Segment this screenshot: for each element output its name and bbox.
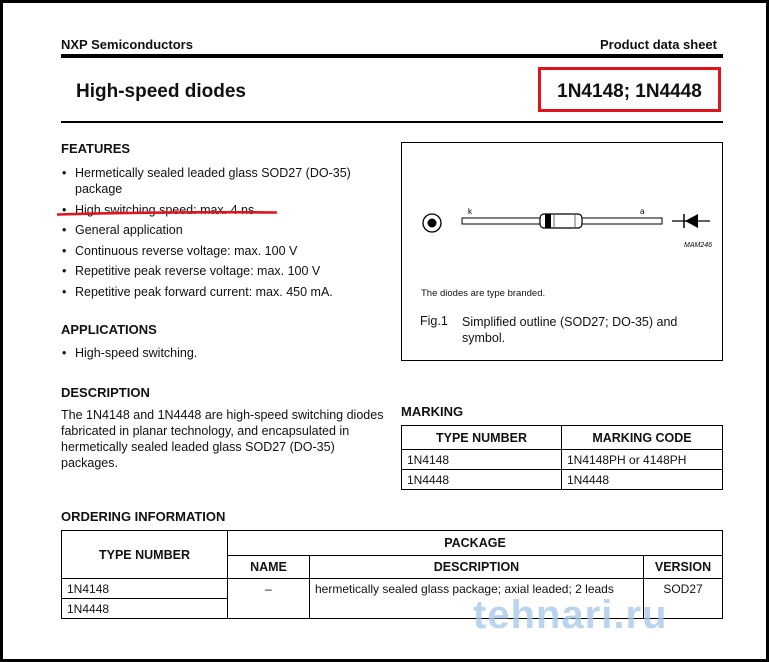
figure-branded-note: The diodes are type branded. [421,288,546,299]
figure-caption-text: Simplified outline (SOD27; DO-35) and symbol. [462,315,678,345]
figure-outline [401,142,723,361]
header-rule-bottom [61,121,723,123]
description-text: The 1N4148 and 1N4448 are high-speed switching diodes fabricated in planar technology, and encapsulated in hermetically sealed leaded glass SOD27 (DO-35) packages. [61,408,384,470]
list-item: • Repetitive peak reverse voltage: max. 100 V [62,263,372,279]
col-type-number: TYPE NUMBER [402,426,562,450]
watermark-logo: tehnari.ru [473,593,668,637]
label-a: a [640,207,645,216]
doc-type: Product data sheet [599,37,717,52]
ordering-heading: ORDERING INFORMATION [61,509,226,524]
part-number-highlight [538,67,721,112]
list-item: • High-speed switching. [62,345,372,361]
table-cell: hermetically sealed glass package; axial leaded; 2 leads [310,579,644,619]
red-underline-mark [57,211,277,216]
features-list [62,165,372,304]
col-type-number: TYPE NUMBER [62,531,228,579]
applications-heading: APPLICATIONS [61,322,157,337]
table-header-row [62,531,723,556]
col-name: NAME [228,556,310,579]
col-version: VERSION [644,556,723,579]
table-cell: 1N4448 [402,470,562,490]
table-cell: SOD27 [644,579,723,619]
features-heading: FEATURES [61,141,131,156]
label-k: k [468,207,472,216]
part-numbers: 1N4148; 1N4448 [557,81,702,102]
col-package: PACKAGE [228,531,723,556]
list-item: • High switching speed: max. 4 ns [62,202,372,218]
company-name: NXP Semiconductors [61,37,193,52]
diode-symbol-triangle [685,214,698,228]
table-header-row [402,426,723,450]
applications-list [62,345,372,366]
table-cell: 1N4448 [62,599,228,619]
end-view-inner [428,219,437,228]
table-cell: 1N4448 [562,470,723,490]
lead-right [582,218,662,224]
list-item: • General application [62,222,372,238]
header-rule-top [61,54,723,58]
diode-outline-drawing [402,143,722,283]
figure-caption-label: Fig.1 [420,314,448,328]
table-cell: 1N4148PH or 4148PH [562,450,723,470]
list-item: • Continuous reverse voltage: max. 100 V [62,243,372,259]
page-title: High-speed diodes [76,81,246,102]
lead-left [462,218,540,224]
marking-table [401,425,723,490]
col-description: DESCRIPTION [310,556,644,579]
table-row [402,450,723,470]
table-cell: 1N4148 [62,579,228,599]
list-item: • Hermetically sealed leaded glass SOD27 (DO-35) package [62,165,372,197]
table-row [402,470,723,490]
cathode-band [545,214,551,228]
marking-heading: MARKING [401,404,464,419]
description-heading: DESCRIPTION [61,385,150,400]
table-cell: 1N4148 [402,450,562,470]
col-marking-code: MARKING CODE [562,426,723,450]
table-cell: – [228,579,310,619]
list-item: • Repetitive peak forward current: max. 450 mA. [62,284,372,300]
figure-ref-code: MAM246 [684,242,713,249]
